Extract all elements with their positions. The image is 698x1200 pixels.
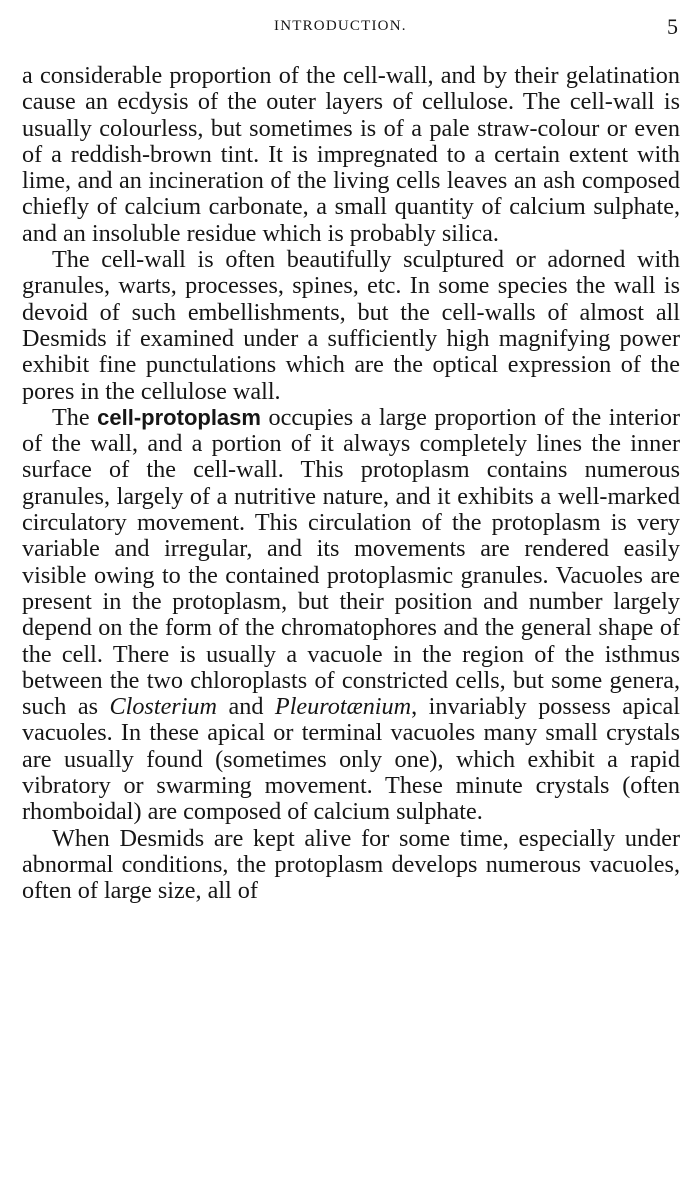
paragraph-cell-wall-composition: a considerable proportion of the cell-wall, and by their gelatination cause an ecdysis of the outer layers of cellulose. The cell-wall is usually colourless, but sometimes is of a pale straw-colour or even of a reddish-brown tint. It is impregnated to a certain extent with lime, and an incineration of the living cells leaves an ash composed chiefly of calcium carbonate, a small quantity of calcium sulphate, and an insoluble residue which is probably silica. [22, 62, 680, 247]
page-number: 5 [667, 14, 678, 39]
paragraph-text: , invariably possess apical vacuoles. In these apical or terminal vacuoles many small crystals are usually found (sometimes only one), which exhibit a rapid vibratory or swarming movement. These minute crystals (often rhomboidal) are composed of calcium sulphate. [22, 693, 680, 826]
genus-name: Pleurotænium [274, 693, 412, 721]
bold-term-cell-protoplasm: cell-protoplasm [97, 404, 261, 430]
body-text [22, 63, 680, 905]
paragraph-vacuoles: When Desmids are kept alive for some time, especially under abnormal conditions, the protoplasm develops numerous vacuoles, often of large size, all of [22, 824, 680, 905]
paragraph-lead: The [52, 403, 98, 431]
running-title: INTRODUCTION. [274, 18, 407, 34]
paragraph-cell-protoplasm [22, 405, 680, 826]
genus-name: Closterium [109, 693, 217, 721]
page-header [0, 14, 698, 44]
paragraph-text: and [217, 693, 275, 721]
paragraph-cell-wall-sculpture: The cell-wall is often beautifully sculptured or adorned with granules, warts, processes, spines, etc. In some species the wall is devoid of such embellishments, but the cell-walls of almost all Desmids if examined under a sufficiently high magnifying power exhibit fine punctulations which are the optical expression of the pores in the cellulose wall. [22, 246, 680, 405]
paragraph-text: occupies a large proportion of the interior of the wall, and a portion of it always completely lines the inner surface of the cell-wall. This protoplasm contains numerous granules, largely of a nutritive nature, and it exhibits a well-marked circulatory movement. This circulation of the protoplasm is very variable and irregular, and its movements are rendered easily visible owing to the contained protoplasmic granules. Vacuoles are present in the protoplasm, but their position and number largely depend on the form of the chromatophores and the general shape of the cell. There is usually a vacuole in the region of the isthmus between the two chloroplasts of constricted cells, but some genera, such as [22, 403, 681, 721]
